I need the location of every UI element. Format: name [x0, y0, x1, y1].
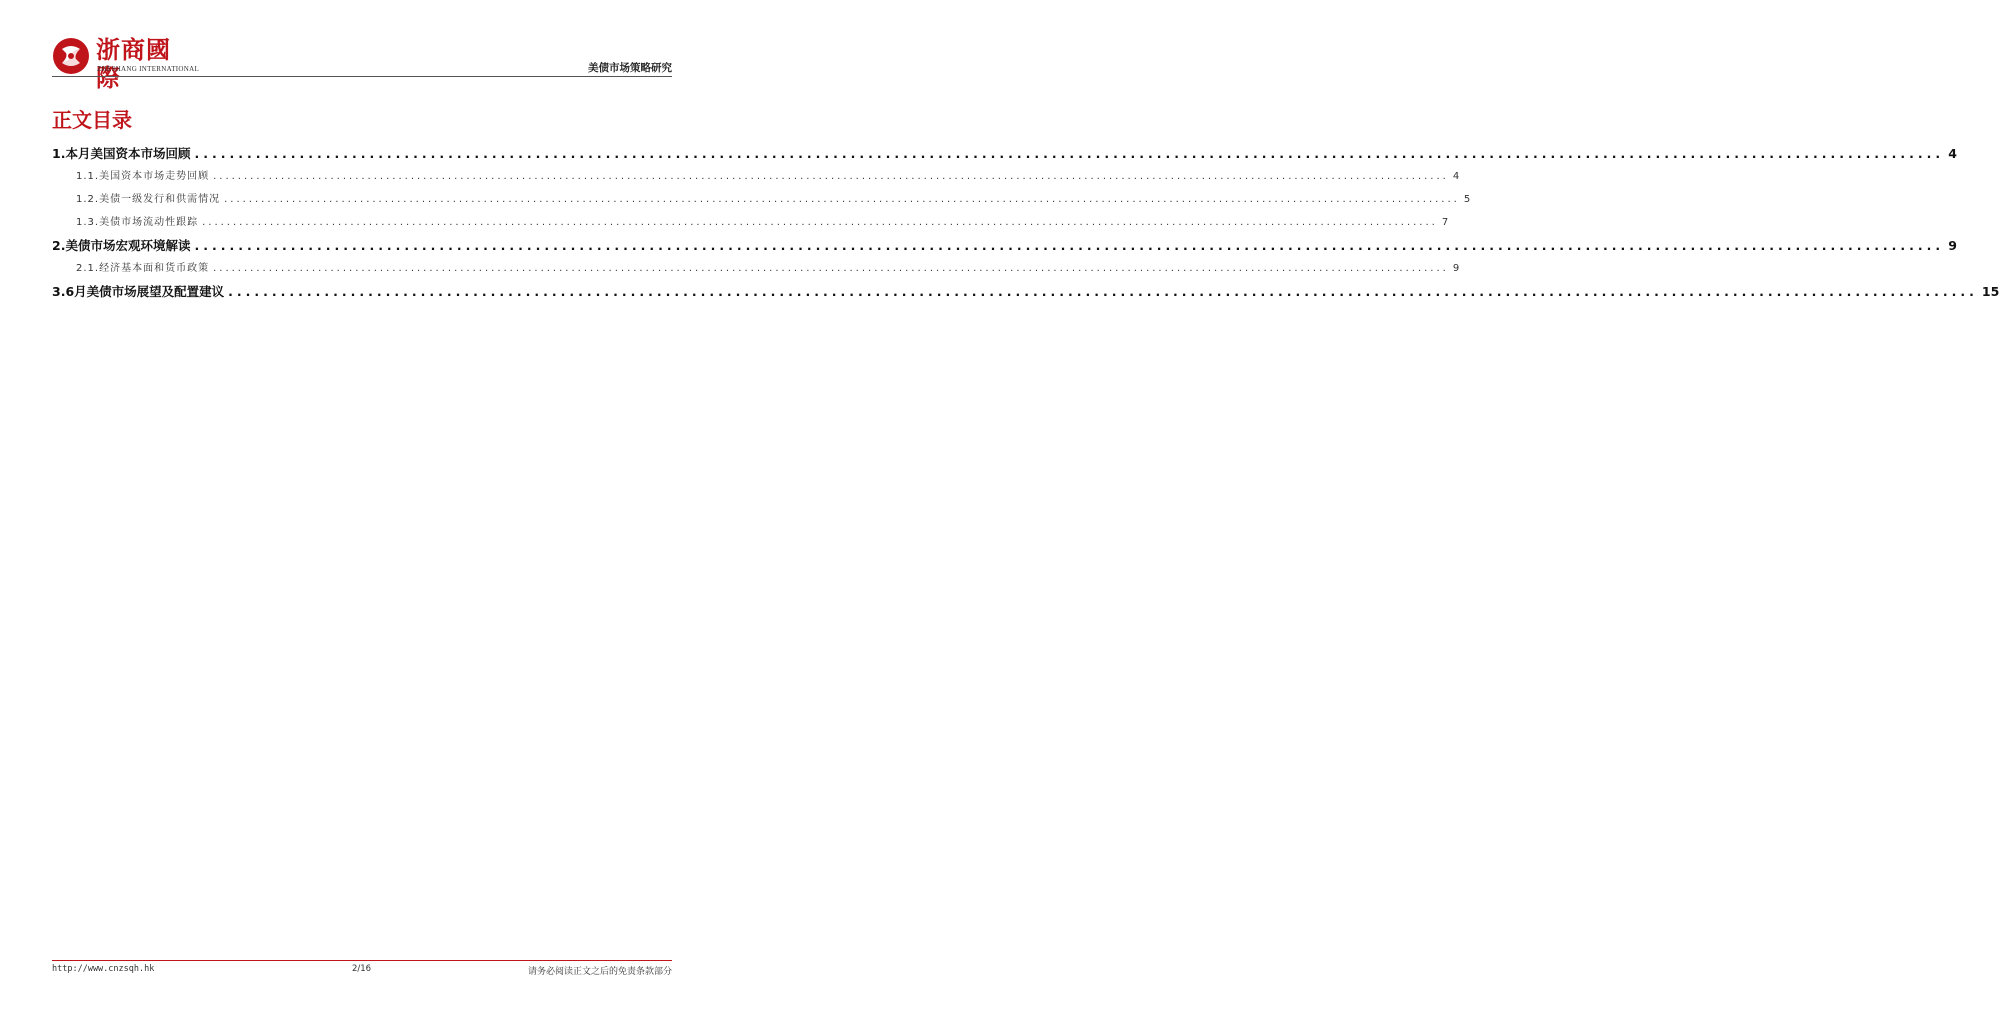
footer-disclaimer: 请务必阅读正文之后的免责条款部分	[527, 967, 672, 977]
toc-entry-page: 4	[1452, 171, 1460, 182]
toc-entry-page: 9	[1452, 263, 1460, 274]
toc-entry-title: 美债市场宏观环境解读	[65, 238, 191, 253]
table-of-contents	[52, 144, 1999, 305]
toc-subsection-entry[interactable]	[52, 259, 1460, 282]
logo-english-text: ZHESHANG INTERNATIONAL	[97, 65, 200, 73]
footer-url-link[interactable]: http://www.cnzsqh.hk	[52, 964, 155, 974]
toc-entry-title: 美债一级发行和供需情况	[99, 194, 221, 205]
report-series-title: 美债市场策略研究	[588, 62, 672, 74]
toc-section-entry[interactable]	[52, 144, 1957, 167]
toc-section-entry[interactable]	[52, 236, 1957, 259]
toc-leader-dots: ........................................................................................................................................................................................................	[194, 238, 1945, 253]
toc-leader-dots: ........................................................................................................................................................................................................	[213, 171, 1449, 182]
footer-divider	[52, 960, 672, 961]
toc-entry-title: 经济基本面和货币政策	[99, 263, 210, 274]
toc-subsection-entry[interactable]	[52, 190, 1471, 213]
toc-heading: 正文目录	[52, 108, 132, 132]
toc-entry-page: 5	[1463, 194, 1471, 205]
toc-entry-number: 2.1.	[76, 263, 100, 274]
header-divider	[52, 76, 672, 77]
page-footer	[52, 964, 672, 978]
toc-entry-number: 1.	[52, 146, 66, 161]
logo-emblem-icon	[52, 37, 90, 75]
toc-entry-page: 4	[1948, 146, 1957, 161]
page-number: 2/16	[352, 964, 372, 974]
toc-entry-page: 9	[1948, 238, 1957, 253]
toc-subsection-entry[interactable]	[52, 213, 1449, 236]
toc-entry-number: 1.2.	[76, 194, 100, 205]
toc-entry-title: 美国资本市场走势回顾	[99, 171, 210, 182]
toc-entry-number: 3.	[52, 284, 66, 299]
company-logo	[52, 34, 200, 92]
logo-chinese-text: 浙商國際	[96, 35, 171, 92]
toc-leader-dots: ........................................................................................................................................................................................................	[202, 217, 1438, 228]
toc-entry-number: 1.1.	[76, 171, 100, 182]
toc-entry-title: 6月美债市场展望及配置建议	[65, 284, 225, 299]
toc-entry-page: 7	[1441, 217, 1449, 228]
toc-entry-number: 1.3.	[76, 217, 100, 228]
toc-leader-dots: ........................................................................................................................................................................................................	[213, 263, 1449, 274]
toc-leader-dots: ........................................................................................................................................................................................................	[228, 284, 1978, 299]
toc-section-entry[interactable]	[52, 282, 1999, 305]
toc-entry-title: 本月美国资本市场回顾	[65, 146, 191, 161]
toc-entry-title: 美债市场流动性跟踪	[99, 217, 199, 228]
toc-leader-dots: ........................................................................................................................................................................................................	[224, 194, 1460, 205]
toc-entry-number: 2.	[52, 238, 66, 253]
toc-entry-page: 15	[1981, 284, 1999, 299]
toc-subsection-entry[interactable]	[52, 167, 1460, 190]
toc-leader-dots: ........................................................................................................................................................................................................	[194, 146, 1945, 161]
page-header	[52, 34, 672, 92]
